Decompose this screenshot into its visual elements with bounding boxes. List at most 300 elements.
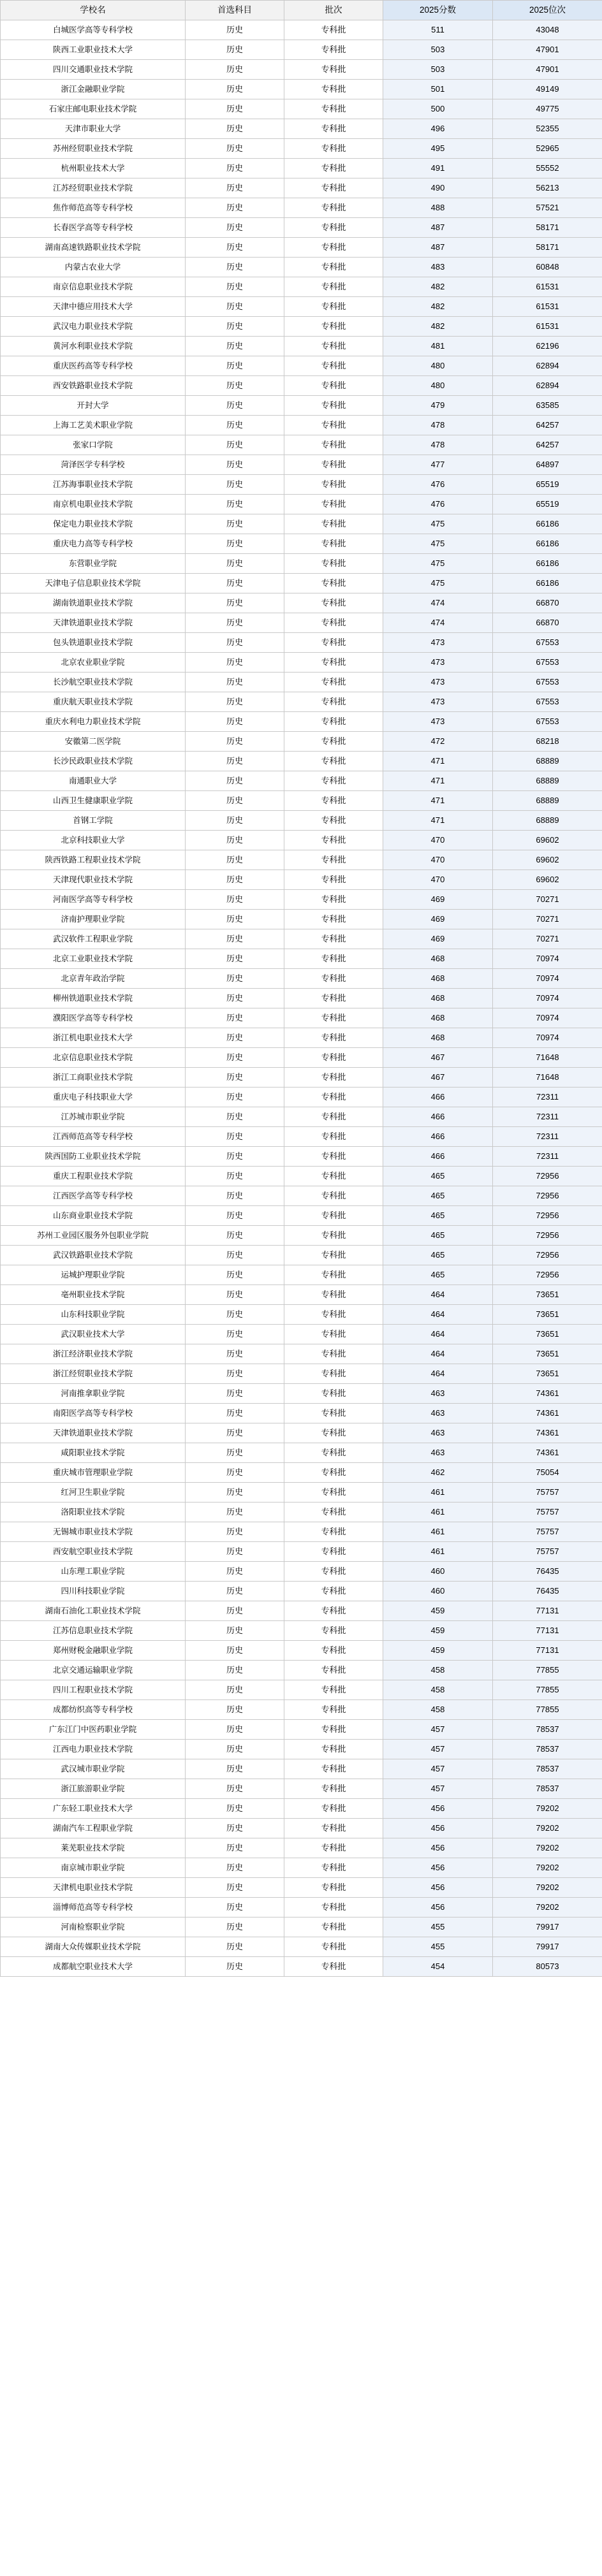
cell-school: 苏州经贸职业技术学院 (1, 139, 186, 159)
table-row (1, 99, 602, 119)
table-row (1, 20, 602, 40)
cell-subject: 历史 (186, 1522, 284, 1542)
cell-score: 479 (383, 396, 493, 416)
cell-batch: 专科批 (284, 178, 383, 198)
cell-rank: 76435 (493, 1562, 602, 1582)
cell-rank: 78537 (493, 1759, 602, 1779)
cell-rank: 75757 (493, 1503, 602, 1522)
cell-batch: 专科批 (284, 1779, 383, 1799)
cell-subject: 历史 (186, 1404, 284, 1423)
table-row (1, 673, 602, 692)
cell-school: 江西电力职业技术学院 (1, 1740, 186, 1759)
table-row (1, 574, 602, 593)
cell-rank: 78537 (493, 1740, 602, 1759)
cell-score: 503 (383, 60, 493, 80)
cell-subject: 历史 (186, 989, 284, 1008)
cell-score: 463 (383, 1384, 493, 1404)
cell-rank: 58171 (493, 238, 602, 258)
cell-batch: 专科批 (284, 1542, 383, 1562)
cell-school: 湖南大众传媒职业技术学院 (1, 1937, 186, 1957)
table-row (1, 238, 602, 258)
table-row (1, 1759, 602, 1779)
cell-school: 濮阳医学高等专科学校 (1, 1008, 186, 1028)
cell-subject: 历史 (186, 495, 284, 514)
cell-rank: 75757 (493, 1522, 602, 1542)
table-row (1, 1779, 602, 1799)
cell-school: 保定电力职业技术学院 (1, 514, 186, 534)
table-row (1, 1621, 602, 1641)
cell-score: 461 (383, 1503, 493, 1522)
cell-subject: 历史 (186, 732, 284, 752)
cell-subject: 历史 (186, 198, 284, 218)
table-row (1, 831, 602, 850)
cell-subject: 历史 (186, 1246, 284, 1265)
cell-school: 长春医学高等专科学校 (1, 218, 186, 238)
cell-school: 陕西国防工业职业技术学院 (1, 1147, 186, 1167)
table-row (1, 752, 602, 771)
table-row (1, 1048, 602, 1068)
cell-score: 461 (383, 1522, 493, 1542)
cell-school: 焦作师范高等专科学校 (1, 198, 186, 218)
cell-subject: 历史 (186, 1384, 284, 1404)
cell-subject: 历史 (186, 396, 284, 416)
cell-batch: 专科批 (284, 1582, 383, 1601)
table-row (1, 1720, 602, 1740)
cell-subject: 历史 (186, 1759, 284, 1779)
cell-score: 474 (383, 613, 493, 633)
cell-school: 天津现代职业技术学院 (1, 870, 186, 890)
table-row (1, 1522, 602, 1542)
table-row (1, 1898, 602, 1917)
cell-subject: 历史 (186, 337, 284, 356)
table-row (1, 653, 602, 673)
cell-rank: 70271 (493, 929, 602, 949)
cell-school: 长沙航空职业技术学院 (1, 673, 186, 692)
cell-school: 重庆航天职业技术学院 (1, 692, 186, 712)
table-row (1, 40, 602, 60)
cell-batch: 专科批 (284, 1423, 383, 1443)
cell-subject: 历史 (186, 1028, 284, 1048)
cell-score: 463 (383, 1423, 493, 1443)
cell-score: 475 (383, 514, 493, 534)
cell-subject: 历史 (186, 1621, 284, 1641)
cell-score: 474 (383, 593, 493, 613)
cell-school: 天津机电职业技术学院 (1, 1878, 186, 1898)
cell-batch: 专科批 (284, 534, 383, 554)
cell-school: 成都航空职业技术大学 (1, 1957, 186, 1977)
cell-school: 淄博师范高等专科学校 (1, 1898, 186, 1917)
cell-school: 北京农业职业学院 (1, 653, 186, 673)
cell-batch: 专科批 (284, 1522, 383, 1542)
cell-rank: 61531 (493, 277, 602, 297)
cell-school: 咸阳职业技术学院 (1, 1443, 186, 1463)
cell-school: 柳州铁道职业技术学院 (1, 989, 186, 1008)
cell-subject: 历史 (186, 1641, 284, 1661)
cell-subject: 历史 (186, 910, 284, 929)
cell-batch: 专科批 (284, 890, 383, 910)
cell-rank: 72311 (493, 1107, 602, 1127)
table-row (1, 297, 602, 317)
cell-batch: 专科批 (284, 1641, 383, 1661)
cell-batch: 专科批 (284, 1483, 383, 1503)
cell-school: 黄河水利职业技术学院 (1, 337, 186, 356)
cell-subject: 历史 (186, 139, 284, 159)
table-row (1, 850, 602, 870)
cell-subject: 历史 (186, 1680, 284, 1700)
cell-score: 457 (383, 1759, 493, 1779)
cell-score: 465 (383, 1186, 493, 1206)
cell-rank: 72956 (493, 1167, 602, 1186)
cell-batch: 专科批 (284, 1107, 383, 1127)
cell-subject: 历史 (186, 870, 284, 890)
cell-score: 456 (383, 1878, 493, 1898)
cell-subject: 历史 (186, 850, 284, 870)
cell-score: 463 (383, 1404, 493, 1423)
cell-score: 465 (383, 1206, 493, 1226)
cell-rank: 69602 (493, 831, 602, 850)
cell-score: 455 (383, 1937, 493, 1957)
cell-rank: 72956 (493, 1265, 602, 1285)
cell-school: 山东商业职业技术学院 (1, 1206, 186, 1226)
cell-batch: 专科批 (284, 455, 383, 475)
cell-score: 469 (383, 890, 493, 910)
cell-school: 北京信息职业技术学院 (1, 1048, 186, 1068)
cell-rank: 73651 (493, 1344, 602, 1364)
cell-subject: 历史 (186, 1601, 284, 1621)
cell-rank: 67553 (493, 673, 602, 692)
table-header-row (1, 1, 602, 20)
cell-subject: 历史 (186, 574, 284, 593)
cell-score: 468 (383, 1008, 493, 1028)
table-row (1, 317, 602, 337)
table-row (1, 139, 602, 159)
cell-school: 武汉电力职业技术学院 (1, 317, 186, 337)
table-row (1, 692, 602, 712)
cell-score: 464 (383, 1305, 493, 1325)
table-row (1, 178, 602, 198)
cell-subject: 历史 (186, 1344, 284, 1364)
cell-subject: 历史 (186, 1779, 284, 1799)
cell-school: 亳州职业技术学院 (1, 1285, 186, 1305)
cell-rank: 55552 (493, 159, 602, 178)
cell-rank: 77855 (493, 1661, 602, 1680)
cell-subject: 历史 (186, 1542, 284, 1562)
cell-school: 成都纺织高等专科学校 (1, 1700, 186, 1720)
cell-school: 莱芜职业技术学院 (1, 1838, 186, 1858)
cell-subject: 历史 (186, 1957, 284, 1977)
cell-school: 湖南汽车工程职业学院 (1, 1819, 186, 1838)
cell-subject: 历史 (186, 1740, 284, 1759)
table-row (1, 455, 602, 475)
table-row (1, 1265, 602, 1285)
cell-batch: 专科批 (284, 1898, 383, 1917)
cell-batch: 专科批 (284, 1364, 383, 1384)
table-row (1, 1601, 602, 1621)
cell-subject: 历史 (186, 1799, 284, 1819)
table-row (1, 1799, 602, 1819)
cell-school: 江苏信息职业技术学院 (1, 1621, 186, 1641)
cell-score: 465 (383, 1226, 493, 1246)
cell-school: 浙江金融职业学院 (1, 80, 186, 99)
cell-subject: 历史 (186, 20, 284, 40)
table-row (1, 890, 602, 910)
table-row (1, 712, 602, 732)
cell-rank: 72956 (493, 1186, 602, 1206)
cell-rank: 68889 (493, 811, 602, 831)
cell-rank: 67553 (493, 633, 602, 653)
cell-subject: 历史 (186, 455, 284, 475)
table-row (1, 1740, 602, 1759)
cell-subject: 历史 (186, 1325, 284, 1344)
cell-batch: 专科批 (284, 752, 383, 771)
cell-batch: 专科批 (284, 80, 383, 99)
cell-score: 461 (383, 1542, 493, 1562)
cell-score: 487 (383, 218, 493, 238)
cell-batch: 专科批 (284, 1246, 383, 1265)
cell-rank: 79917 (493, 1937, 602, 1957)
cell-rank: 68889 (493, 752, 602, 771)
table-row (1, 1068, 602, 1088)
cell-batch: 专科批 (284, 791, 383, 811)
cell-score: 461 (383, 1483, 493, 1503)
cell-score: 470 (383, 850, 493, 870)
cell-rank: 79202 (493, 1878, 602, 1898)
cell-subject: 历史 (186, 1700, 284, 1720)
cell-school: 重庆医药高等专科学校 (1, 356, 186, 376)
cell-batch: 专科批 (284, 831, 383, 850)
cell-rank: 69602 (493, 870, 602, 890)
cell-rank: 71648 (493, 1048, 602, 1068)
cell-rank: 71648 (493, 1068, 602, 1088)
cell-score: 457 (383, 1740, 493, 1759)
cell-score: 456 (383, 1838, 493, 1858)
cell-rank: 65519 (493, 475, 602, 495)
cell-school: 重庆城市管理职业学院 (1, 1463, 186, 1483)
cell-school: 南京信息职业技术学院 (1, 277, 186, 297)
cell-subject: 历史 (186, 60, 284, 80)
cell-subject: 历史 (186, 514, 284, 534)
cell-rank: 49775 (493, 99, 602, 119)
table-row (1, 1147, 602, 1167)
cell-batch: 专科批 (284, 1601, 383, 1621)
cell-subject: 历史 (186, 435, 284, 455)
table-row (1, 1957, 602, 1977)
cell-school: 武汉城市职业学院 (1, 1759, 186, 1779)
cell-score: 480 (383, 356, 493, 376)
cell-batch: 专科批 (284, 1562, 383, 1582)
cell-batch: 专科批 (284, 317, 383, 337)
cell-batch: 专科批 (284, 1661, 383, 1680)
cell-score: 463 (383, 1443, 493, 1463)
cell-rank: 43048 (493, 20, 602, 40)
cell-score: 471 (383, 791, 493, 811)
cell-subject: 历史 (186, 1661, 284, 1680)
cell-score: 458 (383, 1661, 493, 1680)
cell-batch: 专科批 (284, 514, 383, 534)
cell-subject: 历史 (186, 1720, 284, 1740)
column-header-school: 学校名 (1, 1, 186, 20)
cell-subject: 历史 (186, 40, 284, 60)
cell-batch: 专科批 (284, 1799, 383, 1819)
table-row (1, 514, 602, 534)
cell-batch: 专科批 (284, 732, 383, 752)
table-row (1, 1878, 602, 1898)
cell-rank: 66186 (493, 574, 602, 593)
cell-batch: 专科批 (284, 1720, 383, 1740)
cell-school: 南阳医学高等专科学校 (1, 1404, 186, 1423)
table-row (1, 534, 602, 554)
cell-score: 467 (383, 1068, 493, 1088)
cell-school: 江苏经贸职业技术学院 (1, 178, 186, 198)
cell-batch: 专科批 (284, 119, 383, 139)
cell-subject: 历史 (186, 1305, 284, 1325)
cell-batch: 专科批 (284, 1008, 383, 1028)
cell-subject: 历史 (186, 1483, 284, 1503)
cell-school: 石家庄邮电职业技术学院 (1, 99, 186, 119)
cell-school: 开封大学 (1, 396, 186, 416)
cell-batch: 专科批 (284, 850, 383, 870)
cell-rank: 64257 (493, 435, 602, 455)
cell-batch: 专科批 (284, 416, 383, 435)
table-row (1, 1463, 602, 1483)
cell-rank: 61531 (493, 317, 602, 337)
cell-rank: 77855 (493, 1680, 602, 1700)
cell-school: 天津铁道职业技术学院 (1, 1423, 186, 1443)
cell-subject: 历史 (186, 258, 284, 277)
cell-score: 482 (383, 277, 493, 297)
cell-school: 杭州职业技术大学 (1, 159, 186, 178)
cell-batch: 专科批 (284, 1068, 383, 1088)
cell-batch: 专科批 (284, 1226, 383, 1246)
cell-rank: 80573 (493, 1957, 602, 1977)
cell-score: 466 (383, 1088, 493, 1107)
cell-score: 457 (383, 1779, 493, 1799)
cell-subject: 历史 (186, 692, 284, 712)
table-row (1, 732, 602, 752)
cell-batch: 专科批 (284, 554, 383, 574)
cell-school: 天津铁道职业技术学院 (1, 613, 186, 633)
cell-rank: 47901 (493, 40, 602, 60)
cell-rank: 69602 (493, 850, 602, 870)
cell-batch: 专科批 (284, 258, 383, 277)
cell-rank: 79202 (493, 1838, 602, 1858)
table-row (1, 1838, 602, 1858)
cell-school: 天津电子信息职业技术学院 (1, 574, 186, 593)
cell-school: 运城护理职业学院 (1, 1265, 186, 1285)
table-row (1, 791, 602, 811)
table-row (1, 1344, 602, 1364)
cell-rank: 68889 (493, 791, 602, 811)
cell-school: 武汉铁路职业技术学院 (1, 1246, 186, 1265)
table-row (1, 593, 602, 613)
cell-score: 475 (383, 554, 493, 574)
cell-score: 465 (383, 1265, 493, 1285)
cell-batch: 专科批 (284, 1265, 383, 1285)
cell-score: 478 (383, 416, 493, 435)
cell-batch: 专科批 (284, 1858, 383, 1878)
cell-rank: 74361 (493, 1404, 602, 1423)
cell-subject: 历史 (186, 1285, 284, 1305)
cell-school: 内蒙古农业大学 (1, 258, 186, 277)
cell-score: 464 (383, 1285, 493, 1305)
cell-school: 上海工艺美术职业学院 (1, 416, 186, 435)
cell-score: 480 (383, 376, 493, 396)
table-row (1, 1562, 602, 1582)
table-row (1, 495, 602, 514)
table-row (1, 1937, 602, 1957)
cell-subject: 历史 (186, 1226, 284, 1246)
cell-batch: 专科批 (284, 870, 383, 890)
cell-subject: 历史 (186, 1088, 284, 1107)
cell-subject: 历史 (186, 1898, 284, 1917)
cell-school: 济南护理职业学院 (1, 910, 186, 929)
table-row (1, 1088, 602, 1107)
cell-subject: 历史 (186, 1186, 284, 1206)
cell-score: 495 (383, 139, 493, 159)
cell-rank: 56213 (493, 178, 602, 198)
cell-batch: 专科批 (284, 435, 383, 455)
cell-score: 467 (383, 1048, 493, 1068)
table-row (1, 1503, 602, 1522)
table-row (1, 1542, 602, 1562)
cell-batch: 专科批 (284, 593, 383, 613)
cell-score: 476 (383, 495, 493, 514)
cell-score: 466 (383, 1107, 493, 1127)
cell-subject: 历史 (186, 811, 284, 831)
cell-subject: 历史 (186, 791, 284, 811)
cell-school: 南通职业大学 (1, 771, 186, 791)
cell-school: 首钢工学院 (1, 811, 186, 831)
cell-subject: 历史 (186, 554, 284, 574)
cell-rank: 77855 (493, 1700, 602, 1720)
cell-rank: 65519 (493, 495, 602, 514)
cell-batch: 专科批 (284, 1917, 383, 1937)
cell-subject: 历史 (186, 1107, 284, 1127)
table-row (1, 1206, 602, 1226)
cell-score: 483 (383, 258, 493, 277)
cell-rank: 62196 (493, 337, 602, 356)
cell-batch: 专科批 (284, 198, 383, 218)
cell-batch: 专科批 (284, 929, 383, 949)
cell-rank: 64257 (493, 416, 602, 435)
column-header-subject: 首选科目 (186, 1, 284, 20)
cell-score: 459 (383, 1641, 493, 1661)
cell-school: 南京机电职业技术学院 (1, 495, 186, 514)
cell-rank: 61531 (493, 297, 602, 317)
cell-score: 482 (383, 297, 493, 317)
cell-batch: 专科批 (284, 949, 383, 969)
cell-subject: 历史 (186, 416, 284, 435)
cell-rank: 67553 (493, 692, 602, 712)
cell-subject: 历史 (186, 1423, 284, 1443)
cell-score: 455 (383, 1917, 493, 1937)
table-row (1, 1858, 602, 1878)
cell-subject: 历史 (186, 119, 284, 139)
cell-subject: 历史 (186, 1167, 284, 1186)
cell-subject: 历史 (186, 1878, 284, 1898)
cell-school: 天津市职业大学 (1, 119, 186, 139)
cell-score: 468 (383, 1028, 493, 1048)
cell-batch: 专科批 (284, 1819, 383, 1838)
table-row (1, 337, 602, 356)
cell-score: 471 (383, 771, 493, 791)
cell-score: 470 (383, 870, 493, 890)
cell-score: 456 (383, 1819, 493, 1838)
cell-rank: 76435 (493, 1582, 602, 1601)
cell-school: 山东理工职业学院 (1, 1562, 186, 1582)
cell-rank: 66186 (493, 514, 602, 534)
cell-batch: 专科批 (284, 1028, 383, 1048)
